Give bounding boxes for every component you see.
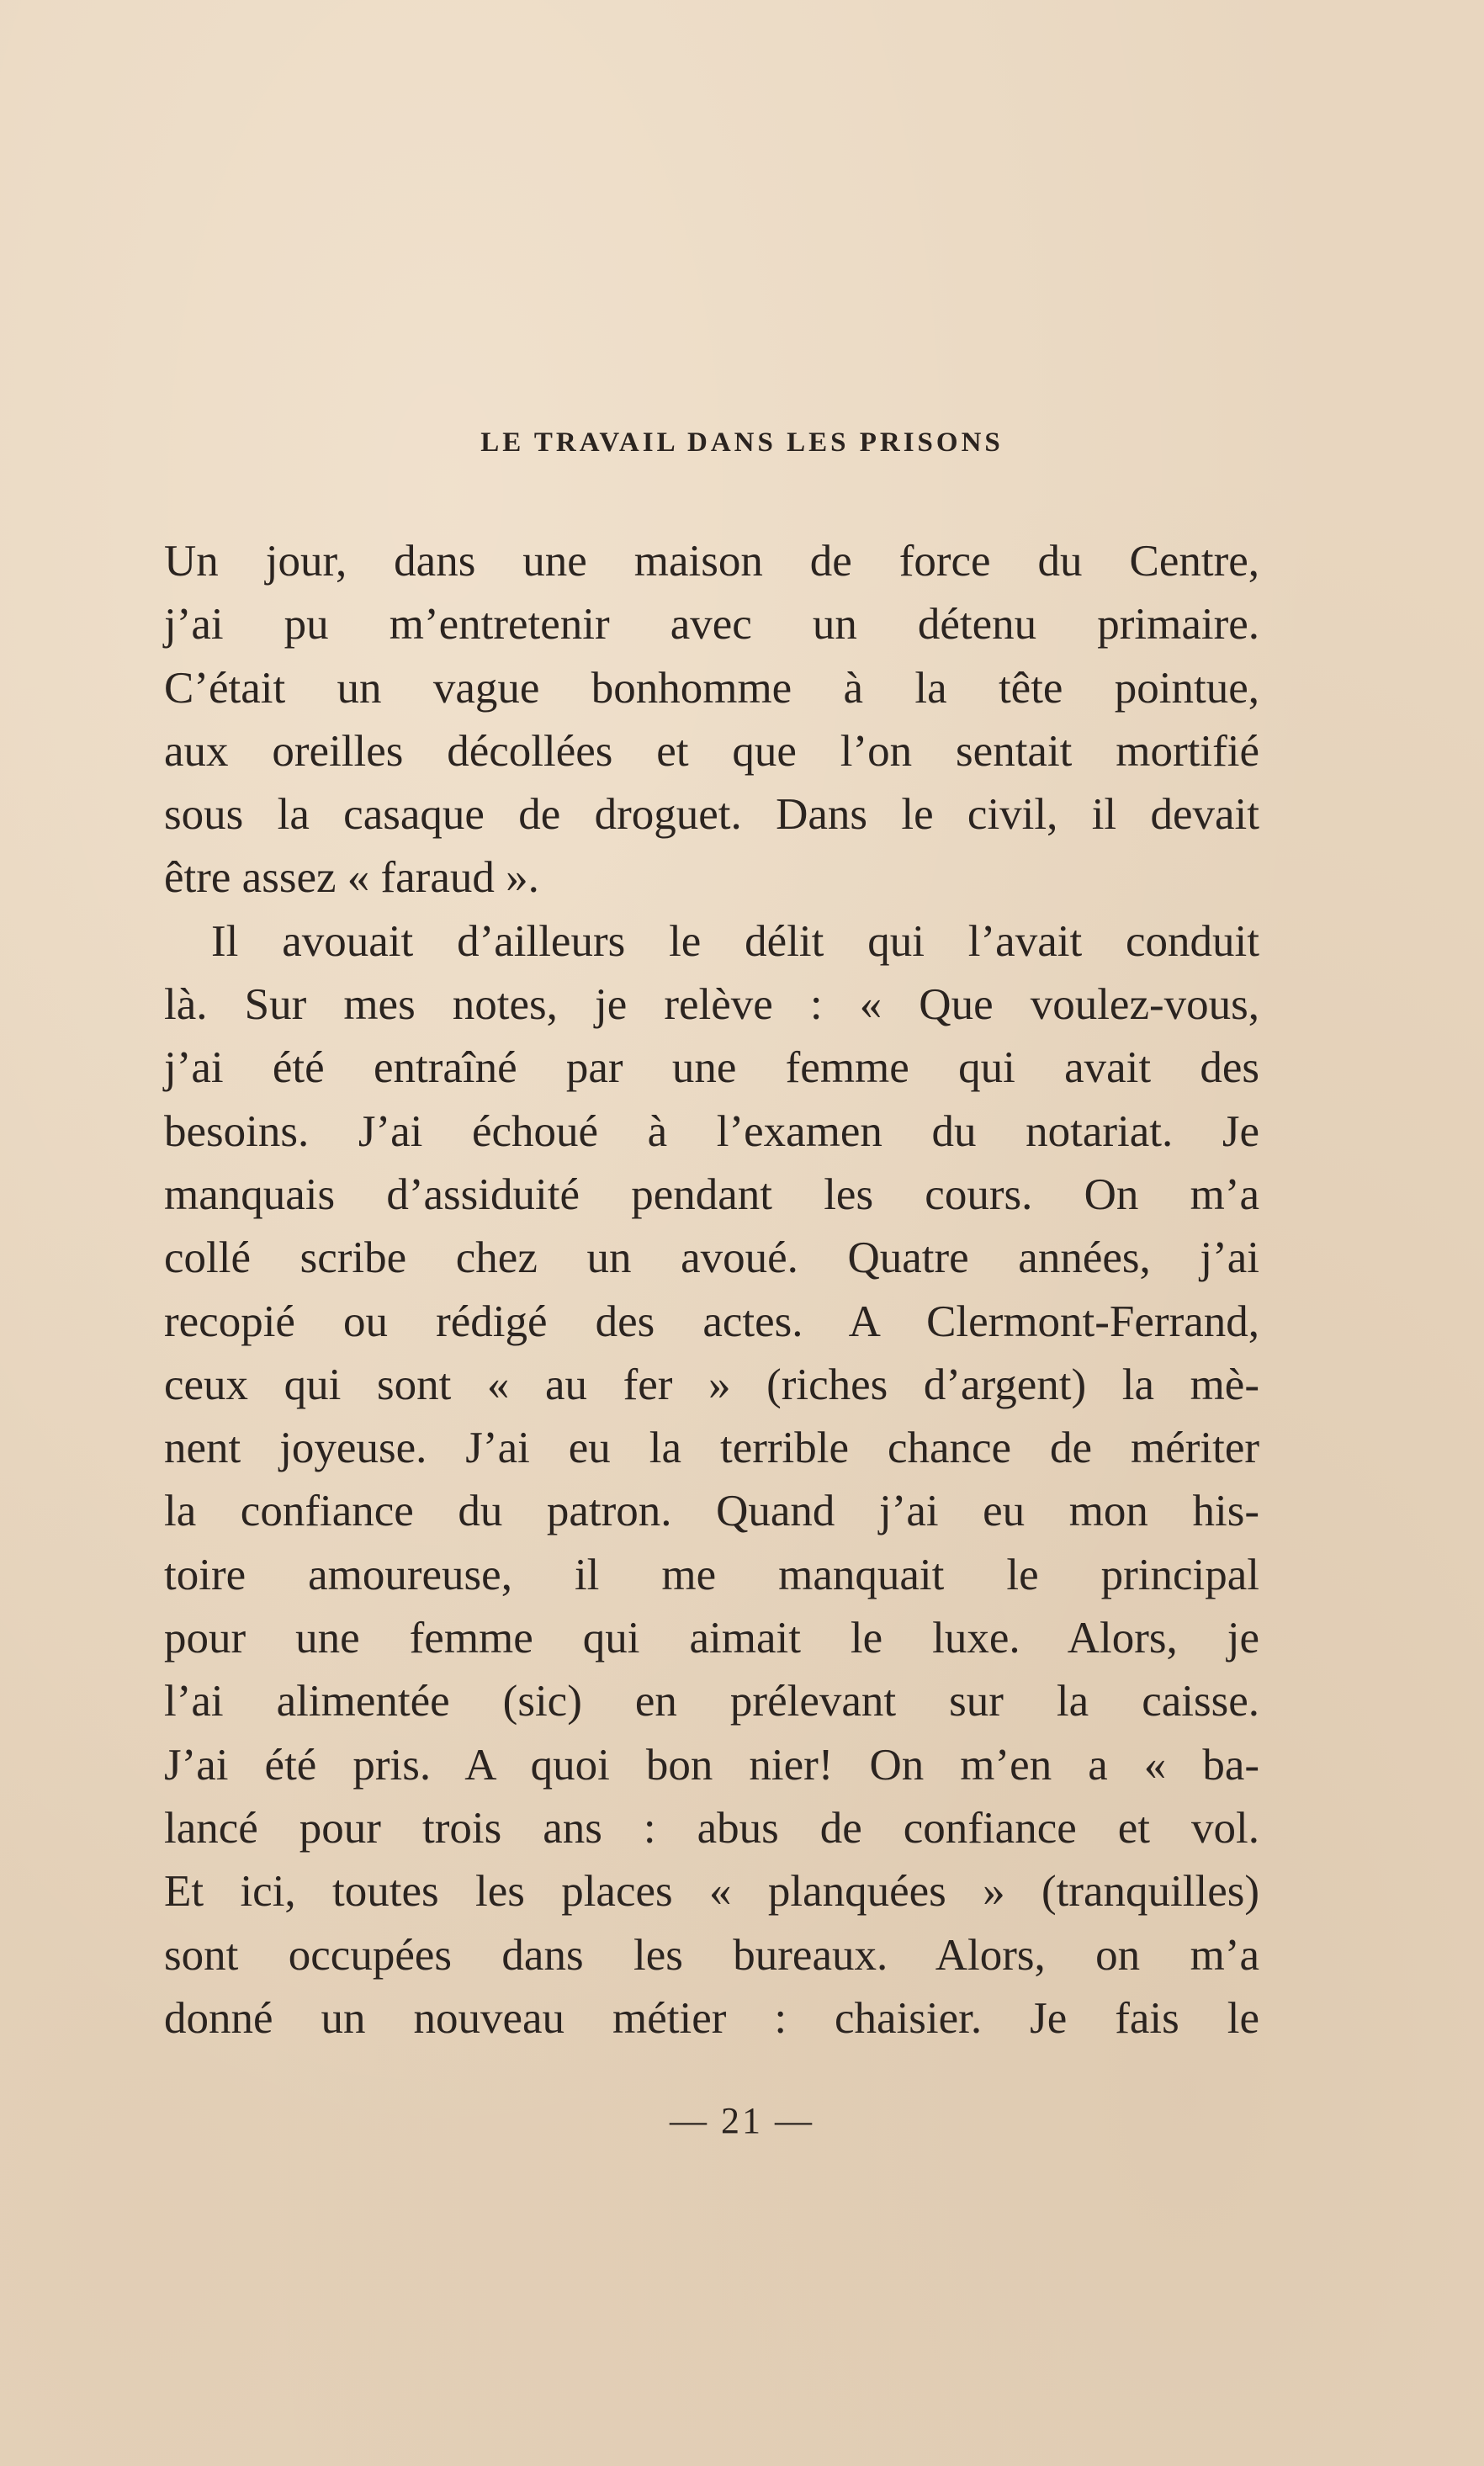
text-line: toire amoureuse, il me manquait le principal (164, 1550, 1259, 1599)
text-line: C’était un vague bonhomme à la tête pointue, (164, 663, 1259, 713)
text-line: être assez « faraud ». (164, 853, 539, 903)
text-line: nent joyeuse. J’ai eu la terrible chance de mériter (164, 1424, 1259, 1473)
text-line: J’ai été pris. A quoi bon nier! On m’en a « ba- (164, 1740, 1259, 1790)
text-line: j’ai été entraîné par une femme qui avait des (164, 1043, 1259, 1093)
text-line: manquais d’assiduité pendant les cours. On m’a (164, 1169, 1259, 1219)
page-number: — 21 — (670, 2100, 814, 2141)
text-line: j’ai pu m’entretenir avec un détenu primaire. (164, 600, 1259, 650)
text-line: pour une femme qui aimait le luxe. Alors, je (164, 1614, 1259, 1663)
text-line: besoins. J’ai échoué à l’examen du notariat. Je (164, 1106, 1259, 1156)
text-line: donné un nouveau métier : chaisier. Je fais le (164, 1993, 1259, 2043)
text-line: recopié ou rédigé des actes. A Clermont-Ferrand, (164, 1297, 1259, 1346)
text-line: la confiance du patron. Quand j’ai eu mon his- (164, 1487, 1259, 1536)
body-text (164, 530, 1259, 2050)
text-line: sous la casaque de droguet. Dans le civil, il devait (164, 790, 1259, 840)
text-line: ceux qui sont « au fer » (riches d’argent) la mè- (164, 1360, 1259, 1409)
text-line: Un jour, dans une maison de force du Centre, (164, 537, 1259, 586)
text-line: Il avouait d’ailleurs le délit qui l’avait conduit (211, 916, 1259, 966)
running-header: LE TRAVAIL DANS LES PRISONS (480, 427, 1004, 458)
text-line: collé scribe chez un avoué. Quatre années, j’ai (164, 1233, 1259, 1283)
text-line: sont occupées dans les bureaux. Alors, on m’a (164, 1930, 1259, 1980)
text-line: l’ai alimentée (sic) en prélevant sur la caisse. (164, 1677, 1259, 1726)
text-line: là. Sur mes notes, je relève : « Que voulez-vous, (164, 980, 1259, 1030)
text-line: Et ici, toutes les places « planquées » (tranquilles) (164, 1867, 1259, 1917)
text-line: aux oreilles décollées et que l’on sentait mortifié (164, 726, 1259, 776)
text-line: lancé pour trois ans : abus de confiance et vol. (164, 1803, 1259, 1853)
